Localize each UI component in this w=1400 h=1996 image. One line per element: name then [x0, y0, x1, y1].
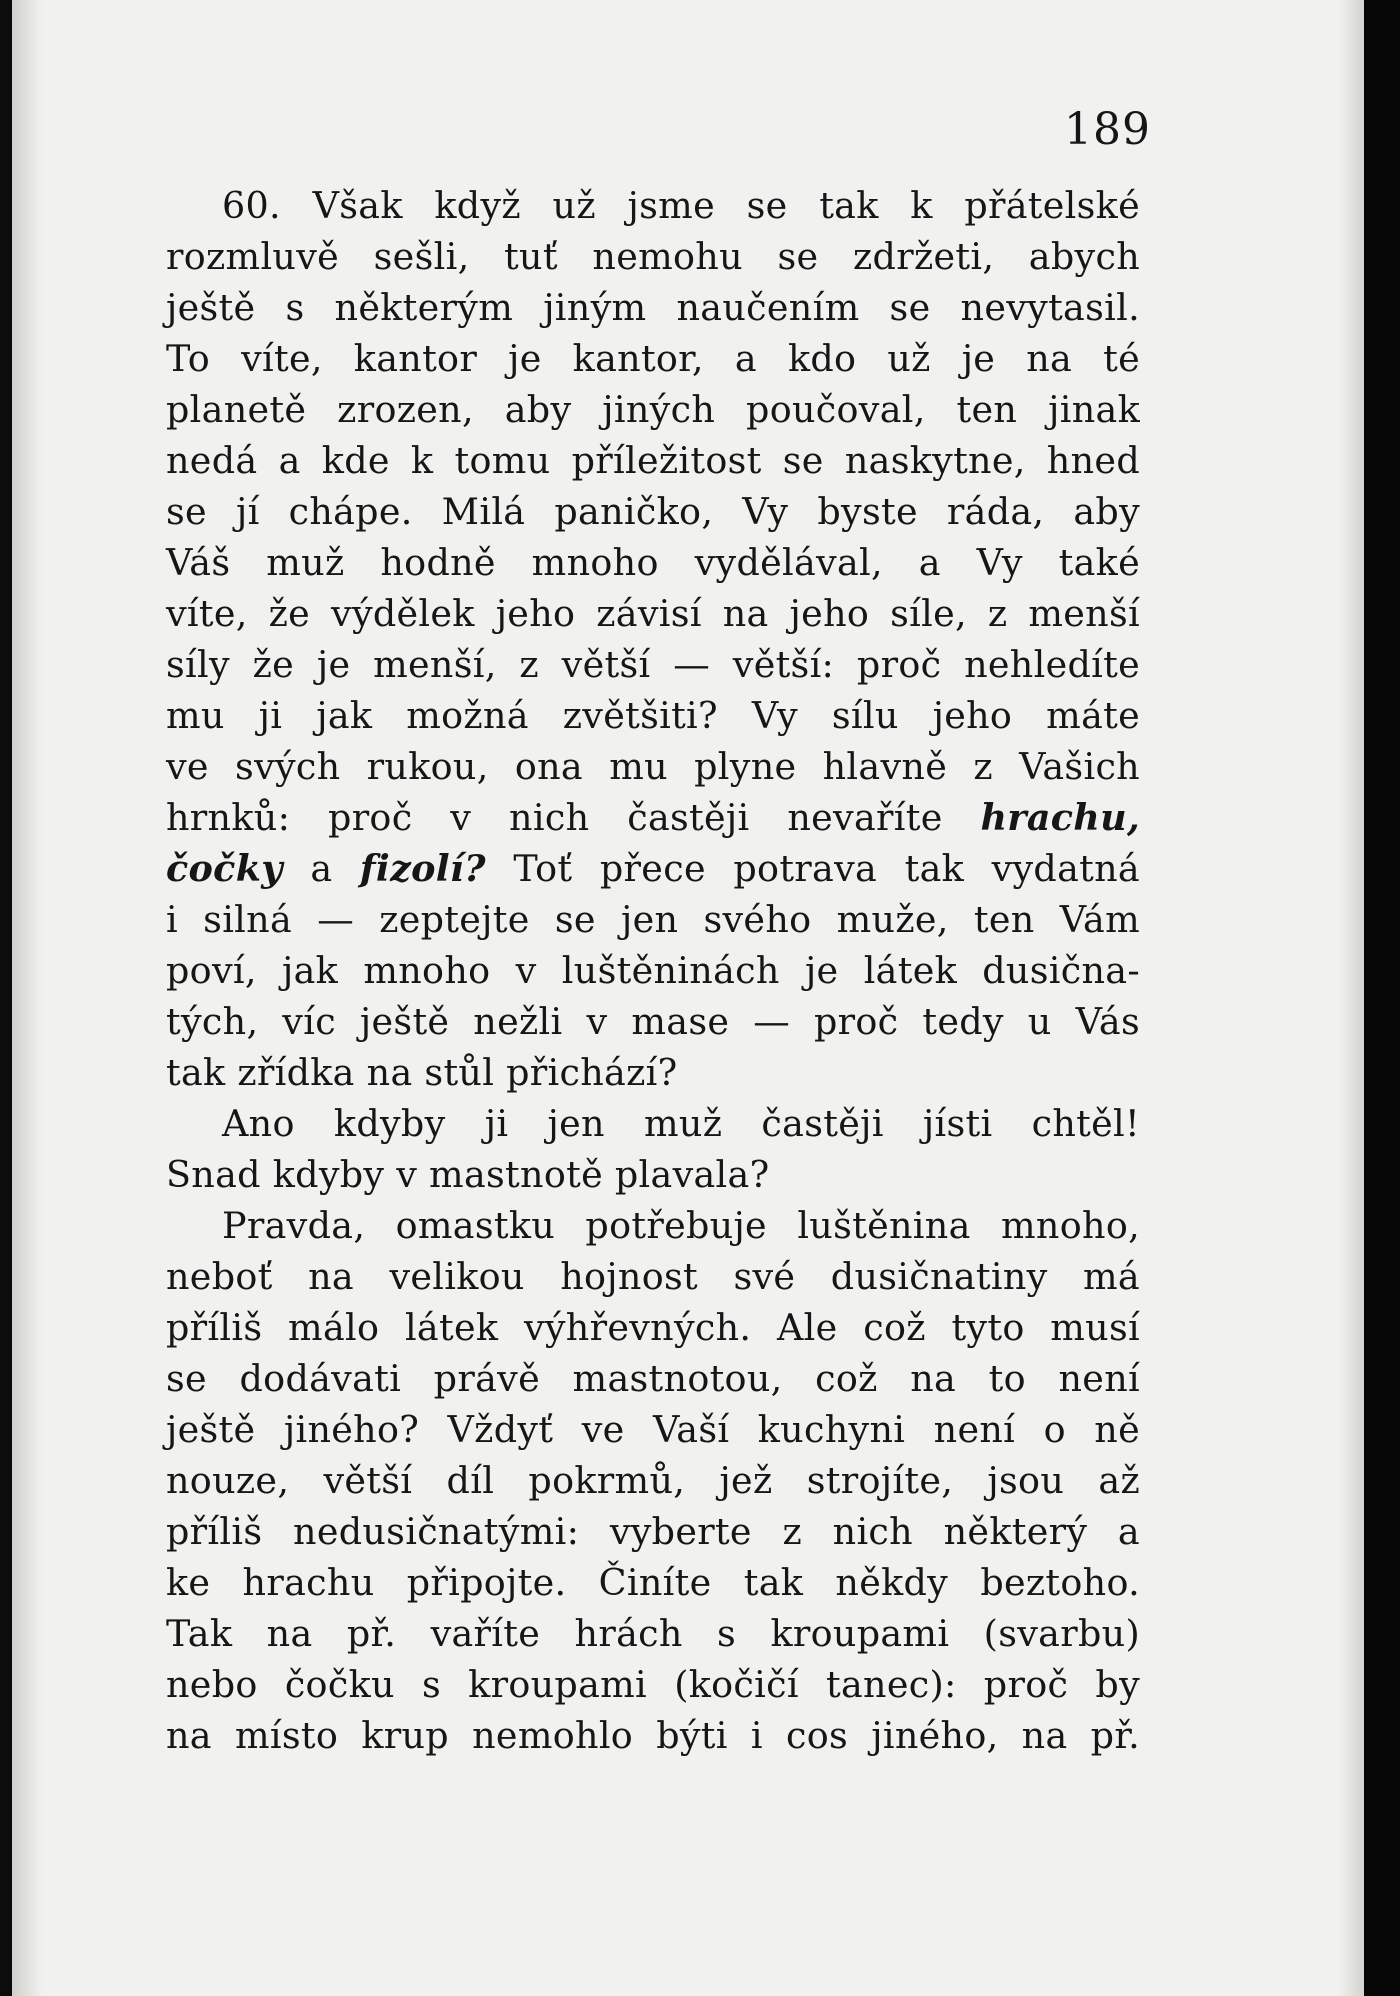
text-line: Ano kdyby ji jen muž častěji jísti chtěl!: [222, 1102, 1140, 1145]
text-line: ještě jiného? Vždyť ve Vaší kuchyni není o ně: [166, 1408, 1140, 1451]
text-line: nouze, větší díl pokrmů, jež strojíte, jsou až: [166, 1459, 1140, 1502]
text-line: rozmluvě sešli, tuť nemohu se zdržeti, abych: [166, 235, 1140, 278]
text-line: To víte, kantor je kantor, a kdo už je na té: [166, 337, 1140, 380]
paragraph-1: [166, 180, 1140, 1098]
text-line: ještě s některým jiným naučením se nevytasil.: [166, 286, 1140, 329]
scan-left-edge: [0, 0, 12, 1996]
text-line: na místo krup nemohlo býti i cos jiného, na př.: [166, 1714, 1140, 1757]
text-line: ke hrachu připojte. Činíte tak někdy beztoho.: [166, 1561, 1140, 1604]
text-line: tak zřídka na stůl přichází?: [166, 1051, 678, 1094]
text-line: i silná — zeptejte se jen svého muže, ten Vám: [166, 898, 1140, 941]
text-line: poví, jak mnoho v luštěninách je látek dusična-: [166, 949, 1140, 992]
text-line: ve svých rukou, ona mu plyne hlavně z Vašich: [166, 745, 1140, 788]
text-segment: hrnků: proč v nich častěji nevaříte: [166, 796, 943, 839]
body-text: [166, 180, 1140, 1761]
text-line: víte, že výdělek jeho závisí na jeho síle, z menší: [166, 592, 1140, 635]
paragraph-3: [166, 1200, 1140, 1761]
text-line: nebo čočku s kroupami (kočičí tanec): proč by: [166, 1663, 1140, 1706]
text-line: příliš málo látek výhřevných. Ale což tyto musí: [166, 1306, 1140, 1349]
text-line: síly že je menší, z větší — větší: proč nehledíte: [166, 643, 1140, 686]
text-line-with-emphasis: [166, 843, 1140, 894]
text-line: příliš nedusičnatými: vyberte z nich některý a: [166, 1510, 1140, 1553]
page-number: 189: [1064, 104, 1151, 155]
text-line: 60. Však když už jsme se tak k přátelské: [222, 184, 1140, 227]
text-line: Tak na př. vaříte hrách s kroupami (svarbu): [166, 1612, 1140, 1655]
text-line: nedá a kde k tomu příležitost se naskytne, hned: [166, 439, 1140, 482]
paragraph-2: [166, 1098, 1140, 1200]
text-line: neboť na velikou hojnost své dusičnatiny má: [166, 1255, 1140, 1298]
text-segment: a: [310, 847, 333, 890]
text-segment: Toť přece potrava tak vydatná: [513, 847, 1140, 890]
scan-right-edge: [1364, 0, 1400, 1996]
text-line: Váš muž hodně mnoho vydělával, a Vy také: [166, 541, 1140, 584]
text-line: planetě zrozen, aby jiných poučoval, ten jinak: [166, 388, 1140, 431]
emphasis-hrachu: hrachu,: [980, 796, 1140, 839]
emphasis-fizoli: fizolí?: [359, 847, 486, 890]
text-line: tých, víc ještě nežli v mase — proč tedy u Vás: [166, 1000, 1140, 1043]
scan-left-shadow: [12, 0, 42, 1996]
text-line: mu ji jak možná zvětšiti? Vy sílu jeho máte: [166, 694, 1140, 737]
text-line: Pravda, omastku potřebuje luštěnina mnoho,: [222, 1204, 1140, 1247]
text-line: Snad kdyby v mastnotě plavala?: [166, 1153, 770, 1196]
scan-right-shadow: [1338, 0, 1364, 1996]
text-line: se jí chápe. Milá paničko, Vy byste ráda, aby: [166, 490, 1140, 533]
text-line: se dodávati právě mastnotou, což na to není: [166, 1357, 1140, 1400]
emphasis-cocky: čočky: [166, 847, 283, 890]
text-line-with-emphasis: [166, 792, 1140, 843]
